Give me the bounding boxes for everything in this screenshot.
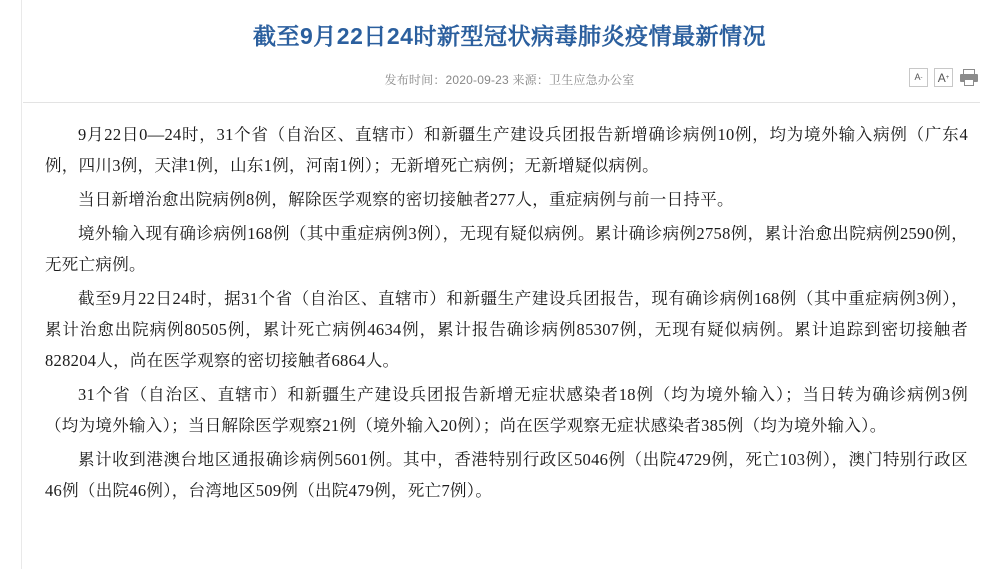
article-paragraph: 当日新增治愈出院病例8例，解除医学观察的密切接触者277人，重症病例与前一日持平。: [78, 190, 734, 209]
article-container: [23, 0, 996, 569]
article-tools: [909, 68, 979, 87]
article-paragraph: 9月22日0—24时，31个省（自治区、直辖市）和新疆生产建设兵团报告新增确诊病例10例，均为境外输入病例（广东4例，四川3例，天津1例，山东1例，河南1例）；无新增死亡病例；无新增疑似病例。: [45, 125, 968, 175]
article-meta-row: [23, 68, 996, 102]
printer-output: [964, 79, 974, 86]
font-decrease-sup: -: [920, 74, 923, 81]
article-paragraph: 境外输入现有确诊病例168例（其中重症病例3例），无现有疑似病例。累计确诊病例2758例，累计治愈出院病例2590例，无死亡病例。: [45, 224, 968, 274]
publish-meta: 发布时间：2020-09-23 来源：卫生应急办公室: [384, 73, 635, 87]
font-increase-button[interactable]: [934, 68, 953, 87]
article-paragraph: 截至9月22日24时，据31个省（自治区、直辖市）和新疆生产建设兵团报告，现有确诊病例168例（其中重症病例3例），累计治愈出院病例80505例，累计死亡病例4634例，累计报告确诊病例85307例，无现有疑似病例。累计追踪到密切接触者828204人，尚在医学观察的密切接触者6864人。: [45, 289, 968, 370]
page-title: 截至9月22日24时新型冠状病毒肺炎疫情最新情况: [253, 23, 766, 49]
print-icon[interactable]: [959, 68, 979, 87]
font-increase-sup: +: [945, 74, 950, 81]
font-decrease-button[interactable]: [909, 68, 928, 87]
article-paragraph: 累计收到港澳台地区通报确诊病例5601例。其中，香港特别行政区5046例（出院4729例，死亡103例），澳门特别行政区46例（出院46例），台湾地区509例（出院479例，死亡7例）。: [45, 450, 968, 500]
page-left-rail: [0, 0, 22, 569]
font-increase-label: A: [937, 70, 946, 85]
article-paragraph: 31个省（自治区、直辖市）和新疆生产建设兵团报告新增无症状感染者18例（均为境外输入）；当日转为确诊病例3例（均为境外输入）；当日解除医学观察21例（境外输入20例）；尚在医学观察无症状感染者385例（均为境外输入）。: [45, 385, 968, 435]
article-body: [23, 103, 996, 506]
font-decrease-label: A: [914, 72, 921, 82]
